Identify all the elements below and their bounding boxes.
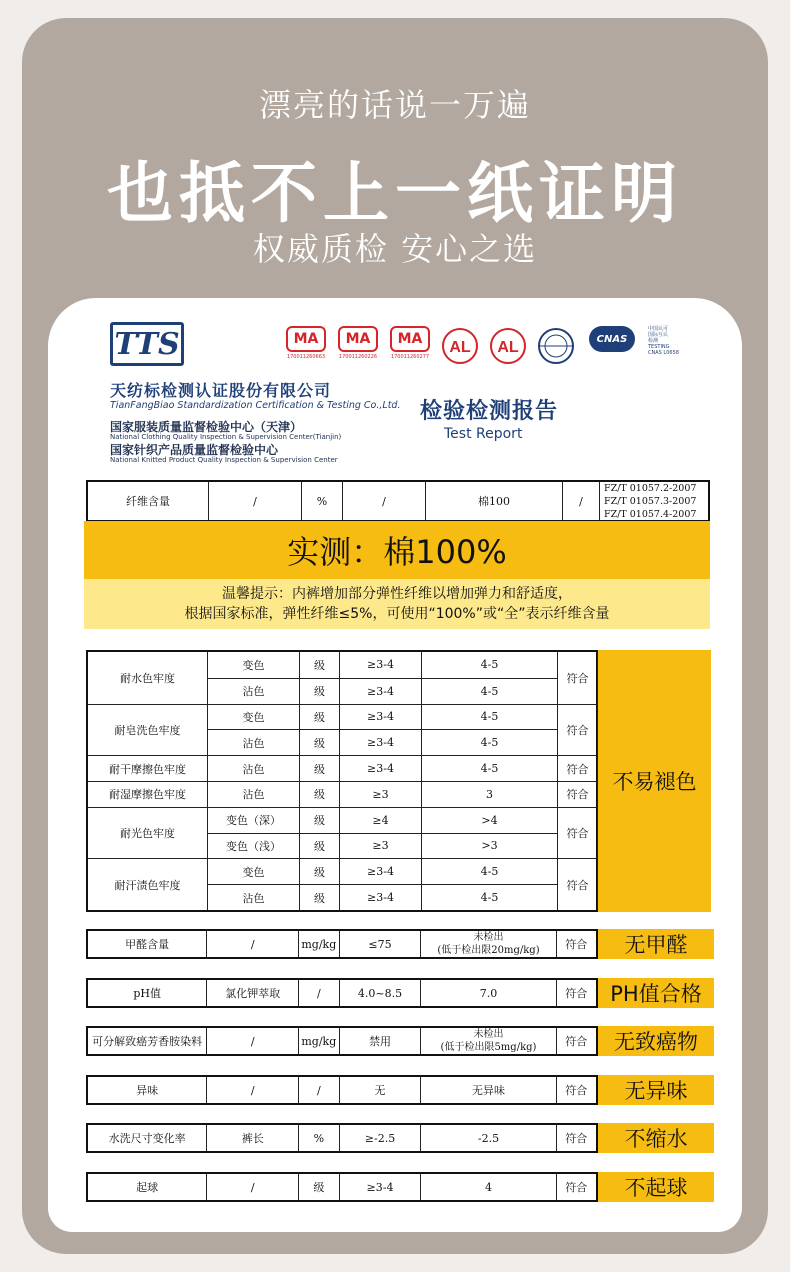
svg-text:AL: AL: [449, 339, 471, 356]
cell-unit: 级: [300, 884, 340, 910]
cell-item: 水洗尺寸变化率: [88, 1125, 207, 1151]
fiber-row: [86, 480, 710, 522]
cell-item: 耐皂洗色牢度: [88, 704, 208, 756]
cell-standard: FZ/T 01057.2-2007 FZ/T 01057.3-2007 FZ/T 01057.4-2007: [604, 482, 697, 520]
ma-mark: MA 170011260277: [388, 326, 432, 360]
cnas-mark: CNAS: [584, 326, 640, 352]
cell-item: 异味: [88, 1077, 207, 1103]
test-row: [86, 1123, 598, 1153]
center2-en: National Knitted Product Quality Inspection & Supervision Center: [110, 456, 338, 464]
cell-result: 4: [421, 1174, 556, 1200]
certification-marks: [284, 326, 684, 366]
cell-sub: 沾色: [208, 678, 300, 704]
cell-unit: 级: [300, 652, 340, 678]
cell-sub: 变色（深）: [208, 807, 300, 833]
center1-cn: 国家服装质量监督检验中心（天津）: [110, 420, 303, 434]
ma-mark: MA 170011260226: [336, 326, 380, 360]
cell-method: /: [207, 1174, 299, 1200]
cell-req: ≥3-4: [340, 729, 422, 755]
cell-unit: 级: [299, 1174, 339, 1200]
company-name-cn: 天纺标检测认证股份有限公司: [110, 381, 332, 400]
cell-item: pH值: [88, 980, 207, 1006]
test-row: [86, 929, 598, 959]
cell-item: 起球: [88, 1174, 207, 1200]
cell-unit: 级: [300, 833, 340, 859]
test-row: [86, 1026, 598, 1056]
test-row: [86, 1075, 598, 1105]
cell-judge: 符合: [565, 1180, 588, 1194]
cell-unit: mg/kg: [299, 1028, 339, 1054]
cell-unit: 级: [300, 755, 340, 781]
cell-unit: %: [299, 1125, 339, 1151]
cell-method: /: [207, 1028, 299, 1054]
test-label: 不缩水: [598, 1123, 714, 1153]
report-title-en: Test Report: [444, 426, 523, 442]
cell-result: 4-5: [422, 858, 558, 884]
cell-item: 耐干摩擦色牢度: [88, 755, 208, 781]
cell-unit: 级: [300, 678, 340, 704]
cell-unit: mg/kg: [299, 931, 339, 957]
cell-result: >3: [422, 833, 558, 859]
cell-result: 4-5: [422, 884, 558, 910]
cell-unit: 级: [300, 781, 340, 807]
cell-judge: 符合: [565, 1131, 588, 1145]
cell-unit: 级: [300, 807, 340, 833]
cell-item: 可分解致癌芳香胺染料: [88, 1028, 207, 1054]
test-label: 无异味: [598, 1075, 714, 1105]
svg-text:AL: AL: [497, 339, 519, 356]
cell-judge: 符合: [558, 807, 598, 859]
cell-sub: 沾色: [208, 729, 300, 755]
cell-result: 4-5: [422, 678, 558, 704]
cell-judge: 符合: [565, 1034, 588, 1048]
cell-req: ≥4: [340, 807, 422, 833]
cell-judge: 符合: [558, 755, 598, 781]
cell-judge: 符合: [565, 1083, 588, 1097]
cell-item: 纤维含量: [88, 482, 209, 520]
tts-logo: TTS: [110, 322, 184, 366]
cell-result: 4-5: [422, 755, 558, 781]
cell-item: 耐光色牢度: [88, 807, 208, 859]
test-row: [86, 978, 598, 1008]
cell-result: 无异味: [421, 1077, 556, 1103]
cell-method: /: [207, 931, 299, 957]
cell-req: ≥3-4: [340, 704, 422, 730]
cell-result: 4-5: [422, 652, 558, 678]
center1-en: National Clothing Quality Inspection & Supervision Center(Tianjin): [110, 433, 342, 441]
cell-sub: 变色: [208, 704, 300, 730]
cell-sub: 变色: [208, 858, 300, 884]
cell-sub: 沾色: [208, 755, 300, 781]
cell-result: 未检出 (低于检出限5mg/kg): [421, 1028, 556, 1054]
test-label: 无致癌物: [598, 1026, 714, 1056]
report-title-cn: 检验检测报告: [420, 399, 559, 424]
ma-mark: MA 170011260663: [284, 326, 328, 360]
test-row: [86, 1172, 598, 1202]
cell-req: ≥3-4: [340, 1174, 422, 1200]
cell-req: 禁用: [340, 1028, 422, 1054]
header-line3: 权威质检 安心之选: [252, 230, 538, 268]
header-line1: 漂亮的话说一万遍: [258, 86, 531, 124]
cell-unit: 级: [300, 729, 340, 755]
cell-judge: 符合: [565, 986, 588, 1000]
cnas-text: 中国认可 国际互认 检测 TESTING CNAS L0658: [648, 326, 679, 356]
cell-method: /: [209, 482, 302, 520]
cell-result: -2.5: [421, 1125, 556, 1151]
cell-req: ≥3: [340, 781, 422, 807]
company-name-en: TianFangBiao Standardization Certification & Testing Co.,Ltd.: [110, 400, 401, 411]
cell-judge: 符合: [558, 704, 598, 756]
cell-req: ≥3-4: [340, 755, 422, 781]
center2-cn: 国家针织产品质量监督检验中心: [110, 443, 279, 457]
cell-unit: %: [302, 482, 343, 520]
header-title: 也抵不上一纸证明: [107, 155, 683, 232]
cell-result: 3: [422, 781, 558, 807]
color-fastness-label: 不易褪色: [598, 650, 711, 912]
cell-method: 裤长: [207, 1125, 299, 1151]
cell-unit: /: [299, 1077, 339, 1103]
fiber-note: 温馨提示：内裤增加部分弹性纤维以增加弹力和舒适度， 根据国家标准，弹性纤维≤5%，可使用“100%”或“全”表示纤维含量: [84, 579, 710, 629]
test-label: PH值合格: [598, 978, 714, 1008]
cell-method: 氯化钾萃取: [207, 980, 299, 1006]
cell-req: ≥3-4: [340, 884, 422, 910]
cell-judge: 符合: [558, 781, 598, 807]
cell-result: >4: [422, 807, 558, 833]
cell-judge: 符合: [565, 937, 588, 951]
cell-result: 棉100: [426, 482, 563, 520]
cell-req: ≤75: [340, 931, 422, 957]
cell-req: 无: [340, 1077, 422, 1103]
cell-sub: 沾色: [208, 781, 300, 807]
cell-sub: 变色（浅）: [208, 833, 300, 859]
cell-judge: 符合: [558, 652, 598, 704]
cell-unit: 级: [300, 704, 340, 730]
test-label: 无甲醛: [598, 929, 714, 959]
cell-item: 甲醛含量: [88, 931, 207, 957]
cell-sub: 变色: [208, 652, 300, 678]
cell-req: ≥3: [340, 833, 422, 859]
cell-result: 4-5: [422, 729, 558, 755]
fiber-highlight: 实测：棉100%: [84, 521, 710, 579]
cell-judge: 符合: [558, 858, 598, 910]
cell-item: 耐水色牢度: [88, 652, 208, 704]
cell-item: 耐汗渍色牢度: [88, 858, 208, 910]
test-label: 不起球: [598, 1172, 714, 1202]
color-fastness-table: [86, 650, 598, 912]
cell-req: 4.0~8.5: [340, 980, 422, 1006]
cell-req: ≥3-4: [340, 678, 422, 704]
cell-sub: 沾色: [208, 884, 300, 910]
cell-item: 耐湿摩擦色牢度: [88, 781, 208, 807]
cell-result: 未检出 (低于检出限20mg/kg): [421, 931, 556, 957]
cell-unit: /: [299, 980, 339, 1006]
cell-unit: 级: [300, 858, 340, 884]
cell-judge: /: [563, 482, 600, 520]
cell-result: 7.0: [421, 980, 556, 1006]
ilac-mra-icon: [536, 326, 576, 366]
cal-mark-icon: [440, 326, 480, 366]
cell-req: ≥3-4: [340, 858, 422, 884]
cell-req: /: [343, 482, 426, 520]
cell-method: /: [207, 1077, 299, 1103]
cell-req: ≥-2.5: [340, 1125, 422, 1151]
cal-mark-icon: [488, 326, 528, 366]
cell-req: ≥3-4: [340, 652, 422, 678]
cell-result: 4-5: [422, 704, 558, 730]
